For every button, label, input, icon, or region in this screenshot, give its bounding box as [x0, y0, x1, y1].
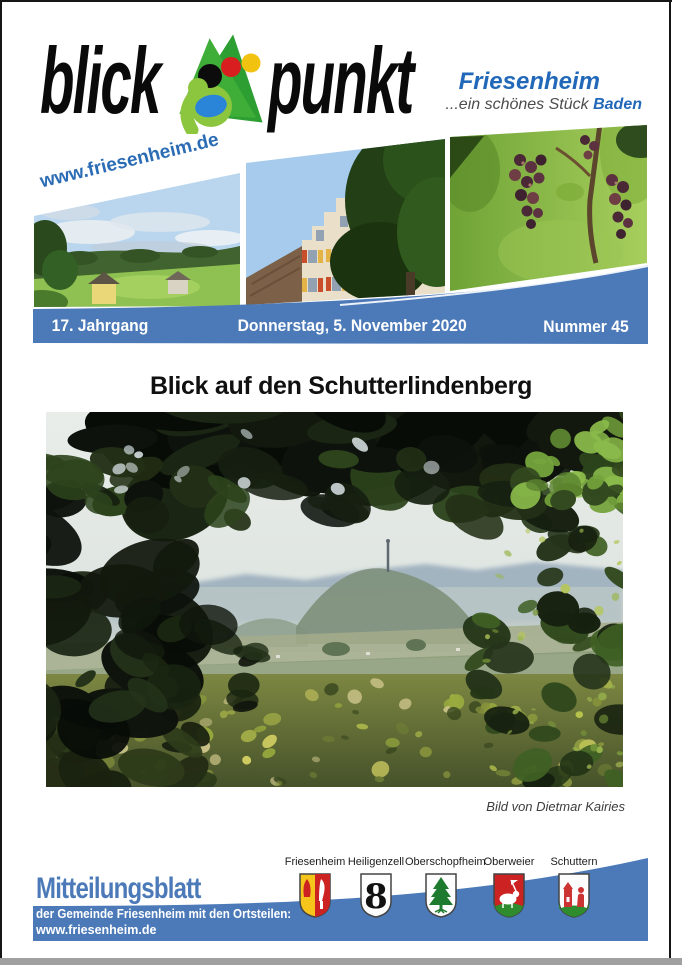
page-border-top: [0, 0, 672, 2]
issue-volume: 17. Jahrgang: [51, 317, 149, 335]
masthead-logo-left: blick: [40, 28, 160, 133]
page-title: Blick auf den Schutterlindenberg: [149, 372, 533, 400]
crest-label: Oberschopfheim: [405, 856, 486, 868]
page-border-right: [669, 0, 671, 958]
heiligenzell-coat-of-arms-icon: [358, 871, 394, 919]
page-border-left: [0, 0, 2, 958]
crest-oberweier: [473, 856, 545, 924]
tagline-highlight: Baden: [593, 96, 642, 113]
svg-text:8: 8: [364, 877, 388, 917]
photo-credit-caption: Bild von Dietmar Kairies: [486, 799, 625, 814]
footer-website: www.friesenheim.de: [36, 923, 157, 937]
issue-number: Nummer 45: [543, 318, 629, 336]
main-photo-schutterlindenberg: [46, 412, 623, 787]
photo-grapes-on-vine: [440, 118, 648, 295]
footer-subtitle: der Gemeinde Friesenheim mit den Ortsteilen:: [36, 907, 292, 921]
oberschopfheim-coat-of-arms-icon: [423, 871, 459, 919]
issue-date: Donnerstag, 5. November 2020: [237, 317, 467, 335]
crest-oberschopfheim: [405, 856, 486, 924]
crest-schuttern: [538, 856, 610, 924]
masthead-logo-right: punkt: [268, 28, 413, 133]
oberweier-coat-of-arms-icon: [491, 871, 527, 919]
tagline-text: ...ein schönes Stück: [445, 96, 594, 113]
crest-label: Schuttern: [550, 856, 598, 868]
friesenheim-coat-of-arms-icon: [297, 871, 333, 919]
crest-label: Oberweier: [483, 856, 535, 868]
bottom-scrollbar-strip: [0, 958, 682, 965]
crest-label: Heiligenzell: [347, 856, 405, 868]
crest-heiligenzell: [340, 856, 412, 924]
footer-title: Mitteilungsblatt: [36, 872, 201, 905]
masthead-tagline: [380, 96, 642, 114]
region-title: Friesenheim: [458, 68, 600, 95]
photo-stepped-gable-building: [246, 118, 477, 310]
website-diagonal-text: www.friesenheim.de: [38, 129, 221, 193]
crest-label: Friesenheim: [284, 856, 346, 868]
schuttern-coat-of-arms-icon: [556, 871, 592, 919]
